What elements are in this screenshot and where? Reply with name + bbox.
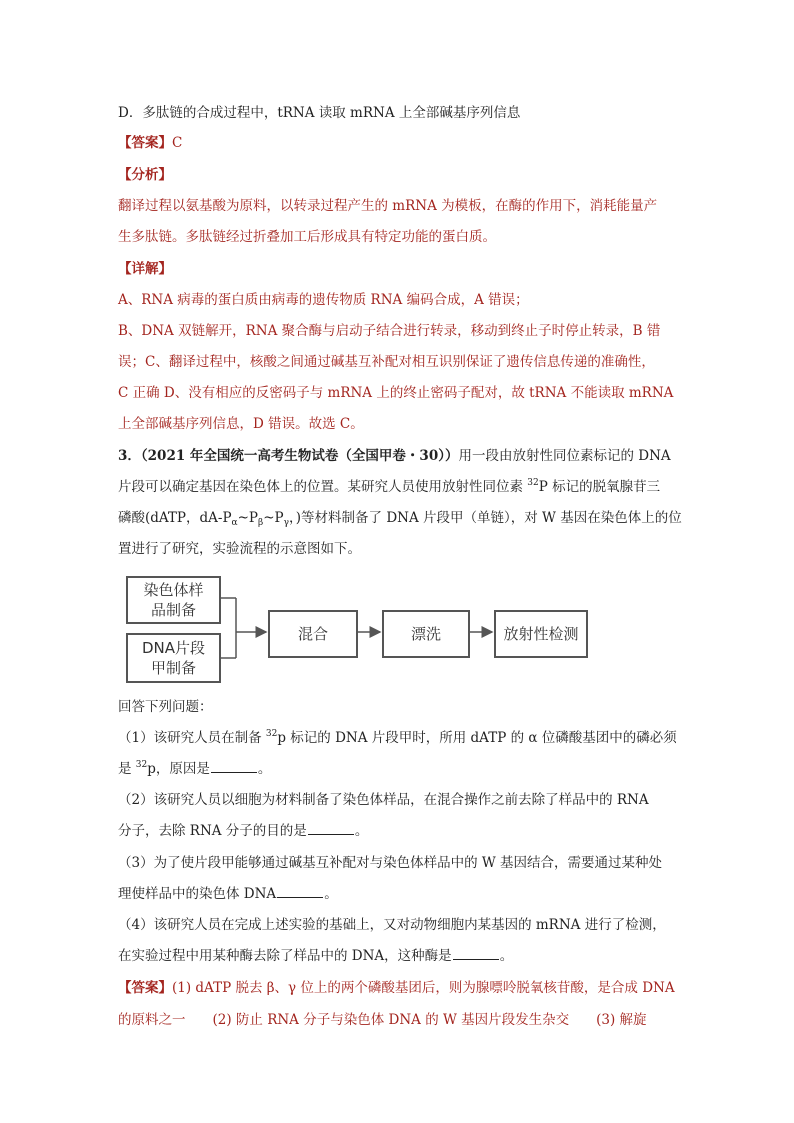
superscript-32: 32 [527,478,539,488]
sub-question-2-line-2 [118,821,368,841]
sq3-end: 。 [324,886,338,902]
answer-blank-3[interactable] [277,885,323,898]
sq1-text-c: 是 [118,761,136,777]
answer-2-line-1 [118,978,675,998]
answer-blank-1[interactable] [211,760,257,773]
question-3-line-1 [118,446,671,466]
option-d: D．多肽链的合成过程中，tRNA 读取 mRNA 上全部碱基序列信息 [118,105,521,121]
box-chromosome-sample-label: 染色体样品制备 [143,581,204,619]
sub-question-3-line-1: （3）为了使片段甲能够通过碱基互补配对与染色体样品中的 W 基因结合，需要通过某种处 [118,855,663,871]
box-radioactivity-detection [494,610,588,658]
detail-line-5: 上全部碱基序列信息，D 错误。故选 C。 [118,416,364,432]
q3-formula-a: 磷酸(dATP，dA-P [118,510,232,526]
answer-blank-4[interactable] [453,947,499,960]
sq1-text-d: p，原因是 [147,761,210,777]
q3-formula-p2: ~P [237,510,259,526]
analysis-line-1: 翻译过程以氨基酸为原料，以转录过程产生的 mRNA 为模板，在酶的作用下，消耗能量产 [118,198,658,214]
detail-line-1: A、RNA 病毒的蛋白质由病毒的遗传物质 RNA 编码合成，A 错误； [118,292,529,308]
q3-text-c: ，)等材料制备了 DNA 片段甲（单链），对 W 基因在染色体上的位 [289,510,682,526]
sq1-sup-32b: 32 [135,760,148,770]
sq1-text-b: p 标记的 DNA 片段甲时，所用 dATP 的 α 位磷酸基团中的磷必须 [277,730,677,746]
answer-label: 【答案】 [118,135,172,151]
box-dna-fragment-label: DNA片段甲制备 [141,639,206,677]
analysis-label: 【分析】 [118,167,172,183]
answer-2-line-2: 的原料之一 (2) 防止 RNA 分子与染色体 DNA 的 W 基因片段发生杂交 (3) 解旋 [118,1012,647,1028]
answer-2-text-1: (1) dATP 脱去 β、γ 位上的两个磷酸基团后，则为腺嘌呤脱氧核苷酸，是合成 DNA [172,980,675,996]
q3-text-b: P 标记的脱氧腺苷三 [538,479,661,495]
box-chromosome-sample [126,576,221,624]
sq1-end: 。 [257,761,272,777]
question-number: 3． [118,448,141,464]
answer-blank-2[interactable] [308,822,354,835]
detail-label: 【详解】 [118,261,172,277]
sub-question-3-line-2 [118,884,338,904]
box-radioactivity-detection-label: 放射性检测 [503,625,579,643]
sq4-text-b: 在实验过程中用某种酶去除了样品中的 DNA，这种酶是 [118,948,452,964]
subscript-beta: β [258,518,264,528]
detail-line-3: 误；C、翻译过程中，核酸之间通过碱基互补配对相互识别保证了遗传信息传递的准确性， [118,354,655,370]
q3-text-a: 片段可以确定基因在染色体上的位置。某研究人员使用放射性同位素 [118,479,528,495]
box-rinse-label: 漂洗 [410,625,441,643]
sq1-sup-32: 32 [265,729,278,739]
sq1-text-a: （1）该研究人员在制备 [118,730,266,746]
sq2-text-b: 分子，去除 RNA 分子的目的是 [118,823,307,839]
question-3-line-4: 置进行了研究，实验流程的示意图如下。 [118,541,361,557]
flow-diagram [118,572,588,682]
detail-line-2: B、DNA 双链解开，RNA 聚合酶与启动子结合进行转录，移动到终止子时停止转录，B 错 [118,323,661,339]
subscript-alpha: α [231,518,238,528]
subscript-gamma: γ [283,518,290,528]
analysis-line-2: 生多肽链。多肽链经过折叠加工后形成具有特定功能的蛋白质。 [118,229,496,245]
box-mix-label: 混合 [297,625,328,643]
sq3-text-b: 理使样品中的染色体 DNA [118,886,277,902]
question-3-line-3 [118,508,682,530]
sub-question-1-line-2 [118,759,271,781]
answer-line [118,133,182,153]
box-mix [268,610,358,658]
sq2-end: 。 [354,823,369,839]
sub-question-2-line-1: （2）该研究人员以细胞为材料制备了染色体样品，在混合操作之前去除了样品中的 RNA [118,792,649,808]
sub-question-4-line-1: （4）该研究人员在完成上述实验的基础上，又对动物细胞内某基因的 mRNA 进行了检测， [118,917,666,933]
questions-intro: 回答下列问题： [118,699,213,715]
answer-value: C [172,135,183,151]
question-3-line-2 [118,477,660,499]
box-dna-fragment [126,633,221,683]
box-rinse [382,610,470,658]
answer-2-label: 【答案】 [118,980,172,996]
question-3-text: 用一段由放射性同位素标记的 DNA [458,448,671,464]
sq4-end: 。 [499,948,514,964]
detail-line-4: C 正确 D、没有相应的反密码子与 mRNA 上的终止密码子配对，故 tRNA 不能读取 mRNA [118,385,674,401]
question-source: （2021 年全国统一高考生物试卷（全国甲卷・30）） [140,448,459,464]
sub-question-1-line-1 [118,728,677,750]
q3-formula-p3: ~P [263,510,284,526]
sub-question-4-line-2 [118,946,513,966]
